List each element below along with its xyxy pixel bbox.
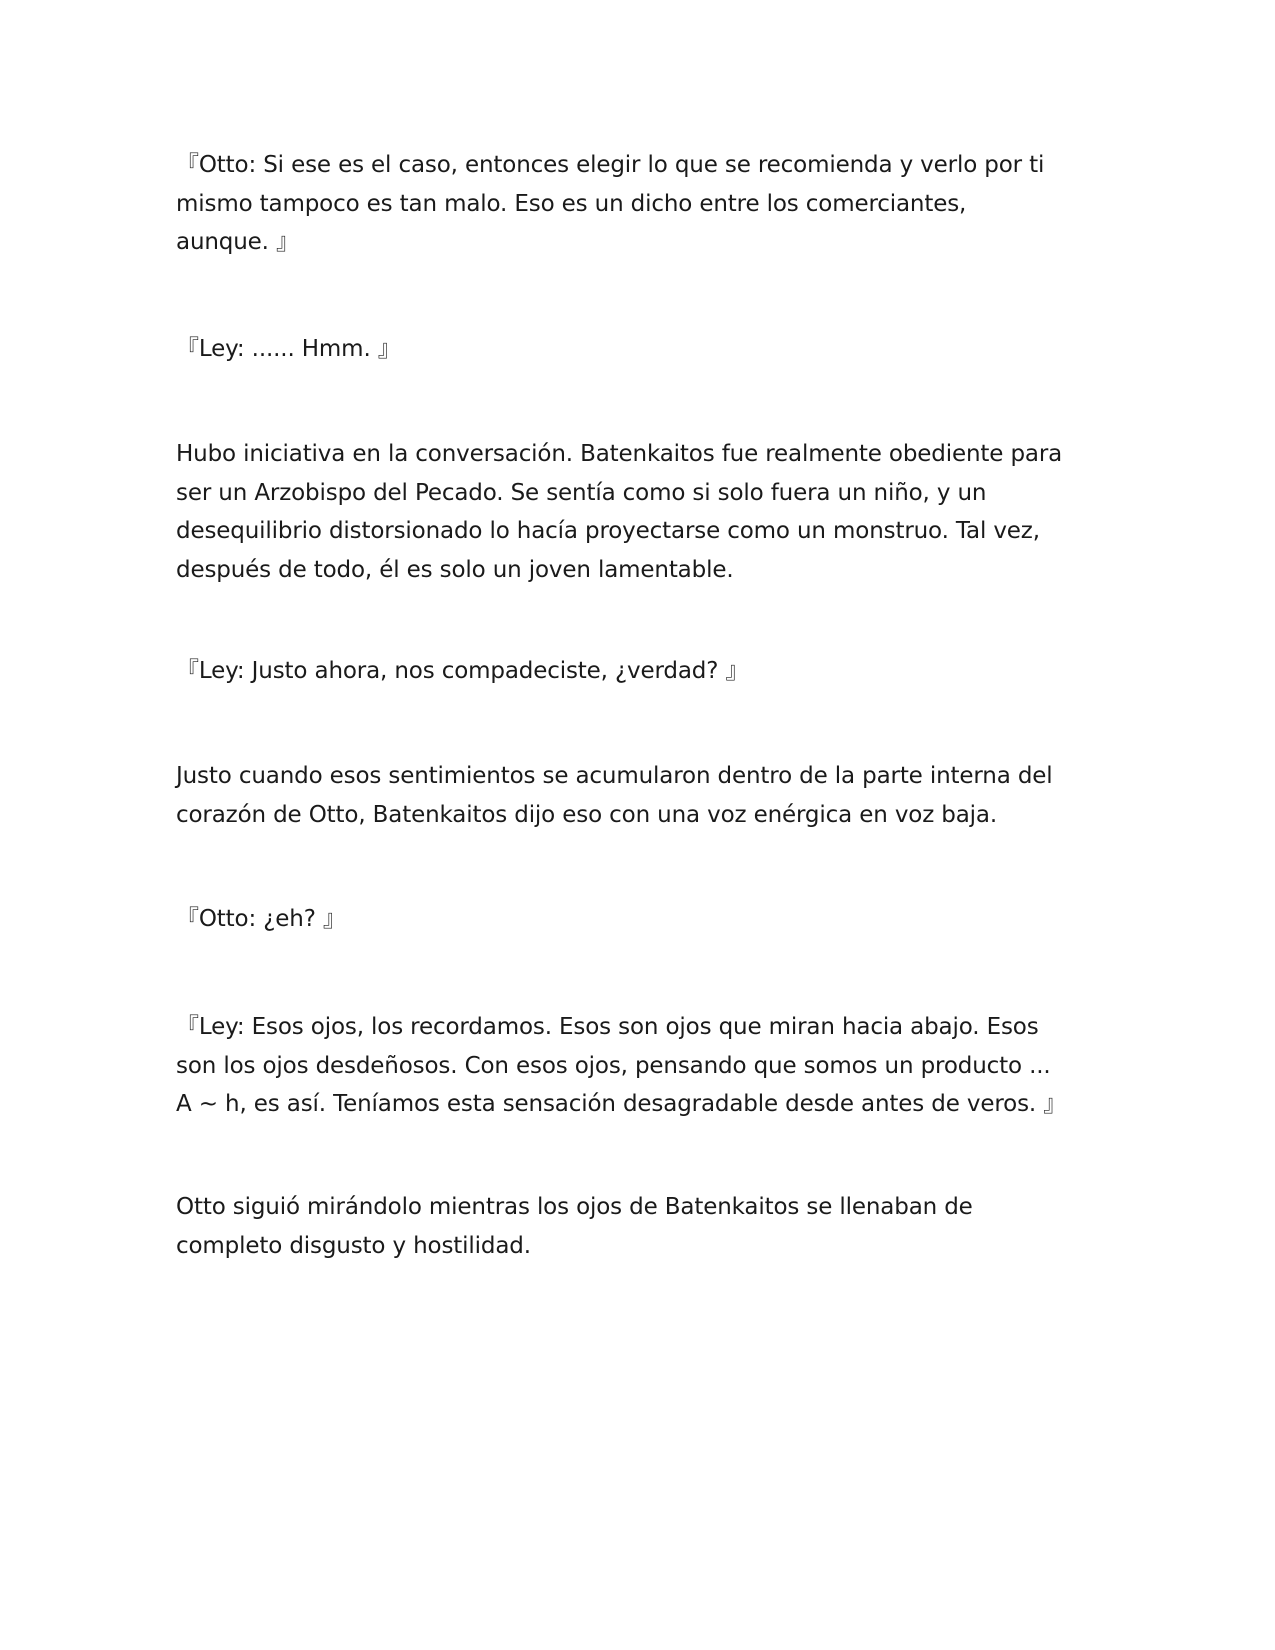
dialogue-otto-eh bbox=[176, 900, 1106, 939]
text-line: después de todo, él es solo un joven lamentable. bbox=[176, 556, 734, 583]
text-line: A ~ h, es así. Teníamos esta sensación desagradable desde antes de veros. 』 bbox=[176, 1091, 1067, 1117]
text-line: aunque. 』 bbox=[176, 229, 299, 255]
text-line: completo disgusto y hostilidad. bbox=[176, 1232, 531, 1259]
dialogue-ley-eyes bbox=[176, 1008, 1106, 1124]
text-line: 『Ley: Esos ojos, los recordamos. Esos son ojos que miran hacia abajo. Esos bbox=[176, 1014, 1039, 1040]
text-line: 『Ley: ...... Hmm. 』 bbox=[176, 336, 401, 362]
dialogue-otto-recommend bbox=[176, 146, 1106, 262]
dialogue-ley-pity bbox=[176, 652, 1106, 691]
text-line: Hubo iniciativa en la conversación. Batenkaitos fue realmente obediente para bbox=[176, 441, 1063, 467]
text-line: Justo cuando esos sentimientos se acumularon dentro de la parte interna del bbox=[176, 763, 1053, 789]
text-line: 『Otto: Si ese es el caso, entonces elegir lo que se recomienda y verlo por ti bbox=[176, 152, 1045, 178]
text-line: 『Ley: Justo ahora, nos compadeciste, ¿verdad? 』 bbox=[176, 658, 749, 684]
text-line: corazón de Otto, Batenkaitos dijo eso con una voz enérgica en voz baja. bbox=[176, 801, 998, 828]
text-line: desequilibrio distorsionado lo hacía proyectarse como un monstruo. Tal vez, bbox=[176, 518, 1040, 544]
text-line: son los ojos desdeñosos. Con esos ojos, pensando que somos un producto ... bbox=[176, 1052, 1051, 1079]
narration-feelings bbox=[176, 757, 1106, 834]
text-line: Otto siguió mirándolo mientras los ojos de Batenkaitos se llenaban de bbox=[176, 1194, 973, 1220]
text-line: ser un Arzobispo del Pecado. Se sentía como si solo fuera un niño, y un bbox=[176, 479, 987, 506]
dialogue-ley-hmm bbox=[176, 330, 1106, 369]
text-line: mismo tampoco es tan malo. Eso es un dicho entre los comerciantes, bbox=[176, 190, 967, 217]
narration-initiative bbox=[176, 435, 1106, 589]
narration-hostility bbox=[176, 1188, 1106, 1265]
text-line: 『Otto: ¿eh? 』 bbox=[176, 906, 346, 932]
